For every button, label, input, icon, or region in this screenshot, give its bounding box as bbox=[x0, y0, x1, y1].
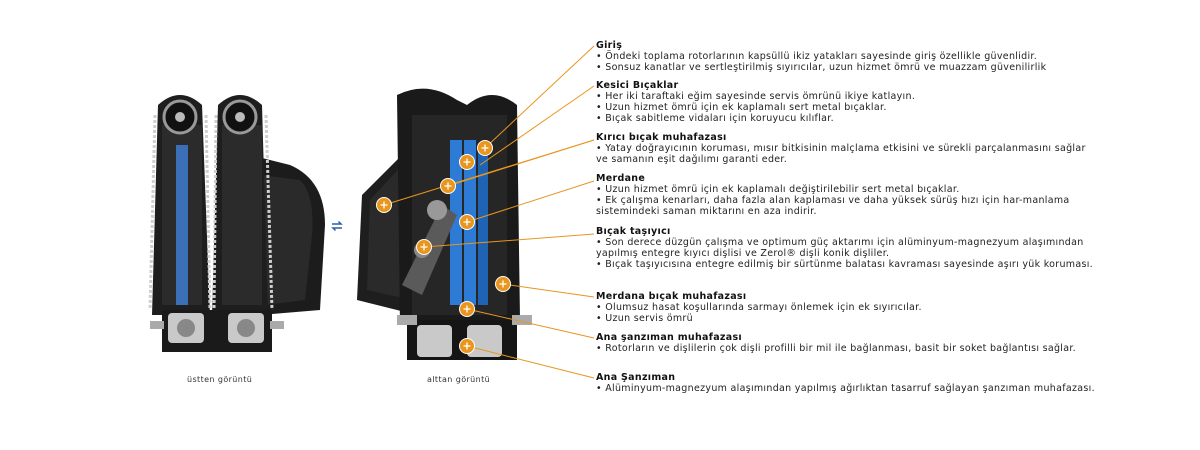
feature-title: Merdana bıçak muhafazası bbox=[596, 291, 747, 302]
feature-item: • Yatay doğrayıcının koruması, mısır bitkisinin malçlama etkisini ve sürekli parçalanmasını sağlar ve samanın eşit dağılımı garanti eder. bbox=[596, 143, 1096, 165]
feature-roller-blade-guard bbox=[596, 291, 1096, 324]
feature-item: • Alüminyum-magnezyum alaşımından yapılmış ağırlıktan tasarruf sağlayan şanzıman muhafazası. bbox=[596, 383, 1096, 394]
feature-cutting-blades bbox=[596, 80, 1096, 124]
marker-cutting-blades[interactable] bbox=[478, 141, 493, 156]
feature-item: • Uzun hizmet ömrü için ek kaplamalı sert metal bıçaklar. bbox=[596, 102, 1096, 113]
marker-chopper-guard-left[interactable] bbox=[377, 198, 392, 213]
feature-item: • Bıçak sabitleme vidaları için koruyucu kılıflar. bbox=[596, 113, 1096, 124]
feature-list bbox=[596, 184, 1096, 217]
feature-list bbox=[596, 302, 1096, 324]
feature-item: • Bıçak taşıyıcısına entegre edilmiş bir sürtünme balatası kavraması sayesinde aşırı yük koruması. bbox=[596, 259, 1096, 270]
bottom-view-image bbox=[352, 85, 537, 365]
feature-list bbox=[596, 237, 1096, 270]
marker-main-gearbox[interactable] bbox=[460, 339, 475, 354]
feature-list bbox=[596, 343, 1096, 354]
feature-list bbox=[596, 91, 1096, 124]
feature-item: • Rotorların ve dişlilerin çok dişli profilli bir mil ile bağlanması, basit bir soket bağlantısı sağlar. bbox=[596, 343, 1096, 354]
feature-intake bbox=[596, 40, 1096, 73]
feature-title: Bıçak taşıyıcı bbox=[596, 226, 671, 237]
feature-title: Ana şanzıman muhafazası bbox=[596, 332, 742, 343]
feature-item: • Uzun hizmet ömrü için ek kaplamalı değiştirilebilir sert metal bıçaklar. bbox=[596, 184, 1096, 195]
feature-main-gearbox bbox=[596, 372, 1096, 394]
feature-title: Merdane bbox=[596, 173, 646, 184]
feature-list bbox=[596, 51, 1096, 73]
top-view-image bbox=[140, 85, 330, 360]
marker-roller[interactable] bbox=[460, 215, 475, 230]
marker-roller-blade-guard[interactable] bbox=[496, 277, 511, 292]
feature-list bbox=[596, 143, 1096, 165]
feature-blade-carrier bbox=[596, 226, 1096, 270]
feature-item: • Uzun servis ömrü bbox=[596, 313, 1096, 324]
feature-title: Kesici Bıçaklar bbox=[596, 80, 679, 91]
feature-item: • Ek çalışma kenarları, daha fazla alan kaplaması ve daha yüksek sürüş hızı için har-manlama sistemindeki saman miktarını en aza indirir. bbox=[596, 195, 1096, 217]
bottom-view-caption: alttan görüntü bbox=[427, 375, 491, 384]
feature-item: • Her iki taraftaki eğim sayesinde servis ömrünü ikiye katlayın. bbox=[596, 91, 1096, 102]
feature-list bbox=[596, 383, 1096, 394]
marker-blade-carrier[interactable] bbox=[417, 240, 432, 255]
top-view-caption: üstten görüntü bbox=[187, 375, 253, 384]
feature-title: Giriş bbox=[596, 40, 623, 51]
feature-gearbox-housing bbox=[596, 332, 1096, 354]
feature-item: • Sonsuz kanatlar ve sertleştirilmiş sıyırıcılar, uzun hizmet ömrü ve muazzam güvenilirlik bbox=[596, 62, 1096, 73]
feature-item: • Olumsuz hasat koşullarında sarmayı önlemek için ek sıyırıcılar. bbox=[596, 302, 1096, 313]
feature-chopper-guard bbox=[596, 132, 1096, 165]
feature-item: • Öndeki toplama rotorlarının kapsüllü ikiz yatakları sayesinde giriş özellikle güvenlidir. bbox=[596, 51, 1096, 62]
marker-intake[interactable] bbox=[460, 155, 475, 170]
swap-arrows-icon[interactable] bbox=[330, 218, 344, 232]
feature-roller bbox=[596, 173, 1096, 217]
feature-title: Kırıcı bıçak muhafazası bbox=[596, 132, 727, 143]
feature-item: • Son derece düzgün çalışma ve optimum güç aktarımı için alüminyum-magnezyum alaşımından yapılmış entegre kıyıcı dişlisi ve Zerol® dişli konik dişliler. bbox=[596, 237, 1096, 259]
marker-gearbox-housing[interactable] bbox=[460, 302, 475, 317]
feature-title: Ana Şanzıman bbox=[596, 372, 676, 383]
marker-chopper-guard[interactable] bbox=[441, 179, 456, 194]
